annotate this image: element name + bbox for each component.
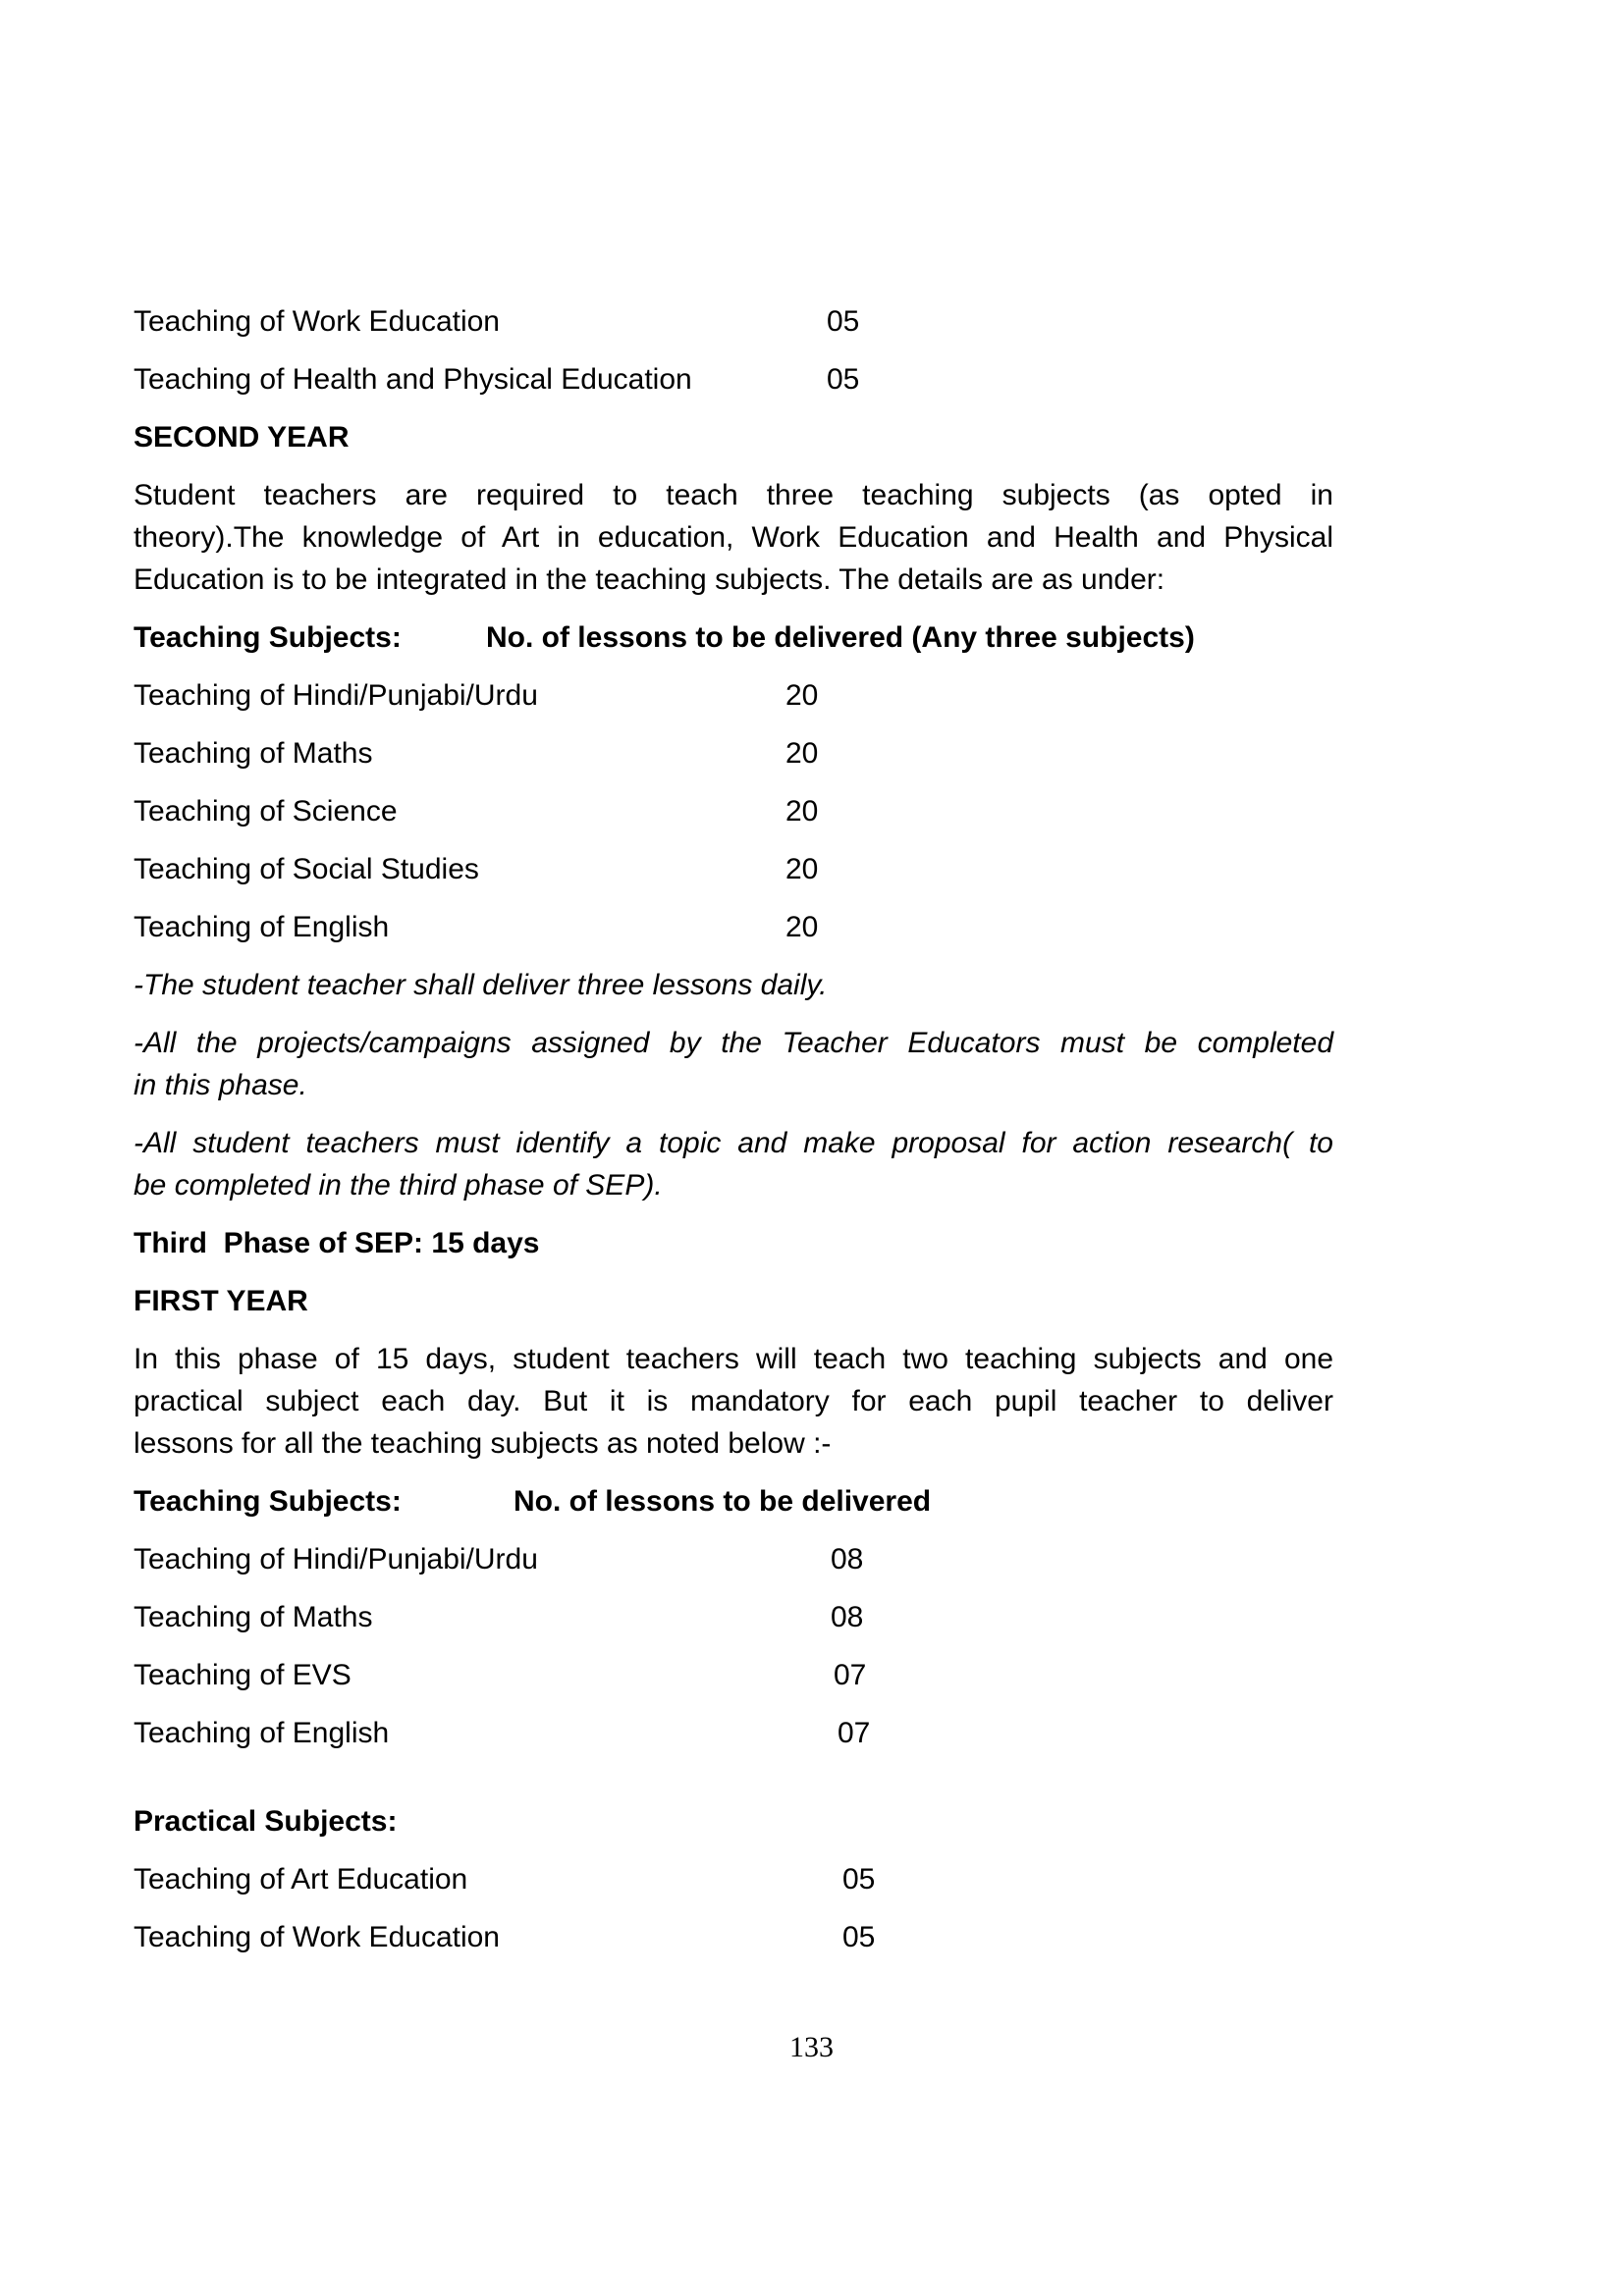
second-year-heading: SECOND YEAR (134, 421, 350, 454)
second-year-subject-list (134, 674, 1333, 948)
first-year-heading: FIRST YEAR (134, 1285, 308, 1317)
table-header (134, 616, 1333, 659)
subject-label: Teaching of Maths (134, 737, 373, 770)
subject-label: Teaching of English (134, 1717, 390, 1749)
subject-row (134, 790, 1333, 832)
subject-label: Teaching of Health and Physical Education (134, 363, 692, 396)
note-line: in this phase. (134, 1069, 307, 1101)
subject-label: Teaching of Work Education (134, 1921, 500, 1953)
lesson-count: 20 (785, 679, 819, 712)
lesson-count: 08 (831, 1543, 864, 1575)
lesson-count: 05 (827, 363, 860, 396)
practical-subjects-heading: Practical Subjects: (134, 1805, 398, 1838)
note (134, 1022, 1333, 1106)
subject-label: Teaching of Maths (134, 1601, 373, 1633)
subject-row (134, 1538, 1333, 1580)
table-header-label: Teaching Subjects: (134, 1485, 402, 1518)
paragraph-line: In this phase of 15 days, student teachers will teach two teaching subjects and one (134, 1343, 1333, 1375)
subject-label: Teaching of English (134, 911, 390, 943)
subject-row (134, 300, 1333, 343)
lesson-count: 20 (785, 911, 819, 943)
note-line: be completed in the third phase of SEP). (134, 1169, 663, 1201)
subject-row (134, 906, 1333, 948)
subject-row (134, 358, 1333, 400)
intro-subject-list (134, 300, 1333, 400)
third-phase-paragraph (134, 1338, 1333, 1465)
table-header-columns: No. of lessons to be delivered (Any three subjects) (486, 621, 1195, 654)
subject-label: Teaching of Science (134, 795, 398, 828)
note-line: -The student teacher shall deliver three lessons daily. (134, 969, 828, 1001)
paragraph-line: practical subject each day. But it is mandatory for each pupil teacher to deliver (134, 1385, 1333, 1417)
note (134, 1122, 1333, 1206)
paragraph-line: lessons for all the teaching subjects as noted below :- (134, 1427, 832, 1460)
subject-label: Teaching of Hindi/Punjabi/Urdu (134, 1543, 538, 1575)
third-phase-heading: Third Phase of SEP: 15 days (134, 1227, 540, 1259)
subject-label: Teaching of Hindi/Punjabi/Urdu (134, 679, 538, 712)
paragraph-line: Education is to be integrated in the teaching subjects. The details are as under: (134, 563, 1165, 596)
lesson-count: 05 (842, 1921, 876, 1953)
subject-row (134, 1858, 1333, 1900)
note (134, 964, 1333, 1006)
document-page (134, 300, 1333, 1974)
table-header-label: Teaching Subjects: (134, 621, 402, 654)
subject-row (134, 1916, 1333, 1958)
lesson-count: 07 (834, 1659, 867, 1691)
practical-subject-list (134, 1858, 1333, 1958)
second-year-paragraph (134, 474, 1333, 601)
subject-row (134, 1654, 1333, 1696)
subject-row (134, 1596, 1333, 1638)
subject-row (134, 1712, 1333, 1754)
subject-row (134, 732, 1333, 774)
lesson-count: 20 (785, 853, 819, 885)
table-header (134, 1480, 1333, 1522)
paragraph-line: theory).The knowledge of Art in education, Work Education and Health and Physical (134, 521, 1333, 554)
page-number: 133 (789, 2031, 834, 2063)
lesson-count: 05 (827, 305, 860, 338)
subject-label: Teaching of Social Studies (134, 853, 479, 885)
subject-row (134, 848, 1333, 890)
subject-label: Teaching of Work Education (134, 305, 500, 338)
paragraph-line: Student teachers are required to teach three teaching subjects (as opted in (134, 479, 1333, 511)
subject-label: Teaching of Art Education (134, 1863, 468, 1896)
lesson-count: 05 (842, 1863, 876, 1896)
lesson-count: 08 (831, 1601, 864, 1633)
table-header-columns: No. of lessons to be delivered (514, 1485, 932, 1518)
subject-row (134, 674, 1333, 717)
lesson-count: 20 (785, 737, 819, 770)
subject-label: Teaching of EVS (134, 1659, 352, 1691)
lesson-count: 07 (838, 1717, 871, 1749)
note-line: -All student teachers must identify a topic and make proposal for action research( to (134, 1127, 1333, 1159)
first-year-subject-list (134, 1538, 1333, 1754)
note-line: -All the projects/campaigns assigned by the Teacher Educators must be completed (134, 1027, 1333, 1059)
lesson-count: 20 (785, 795, 819, 828)
